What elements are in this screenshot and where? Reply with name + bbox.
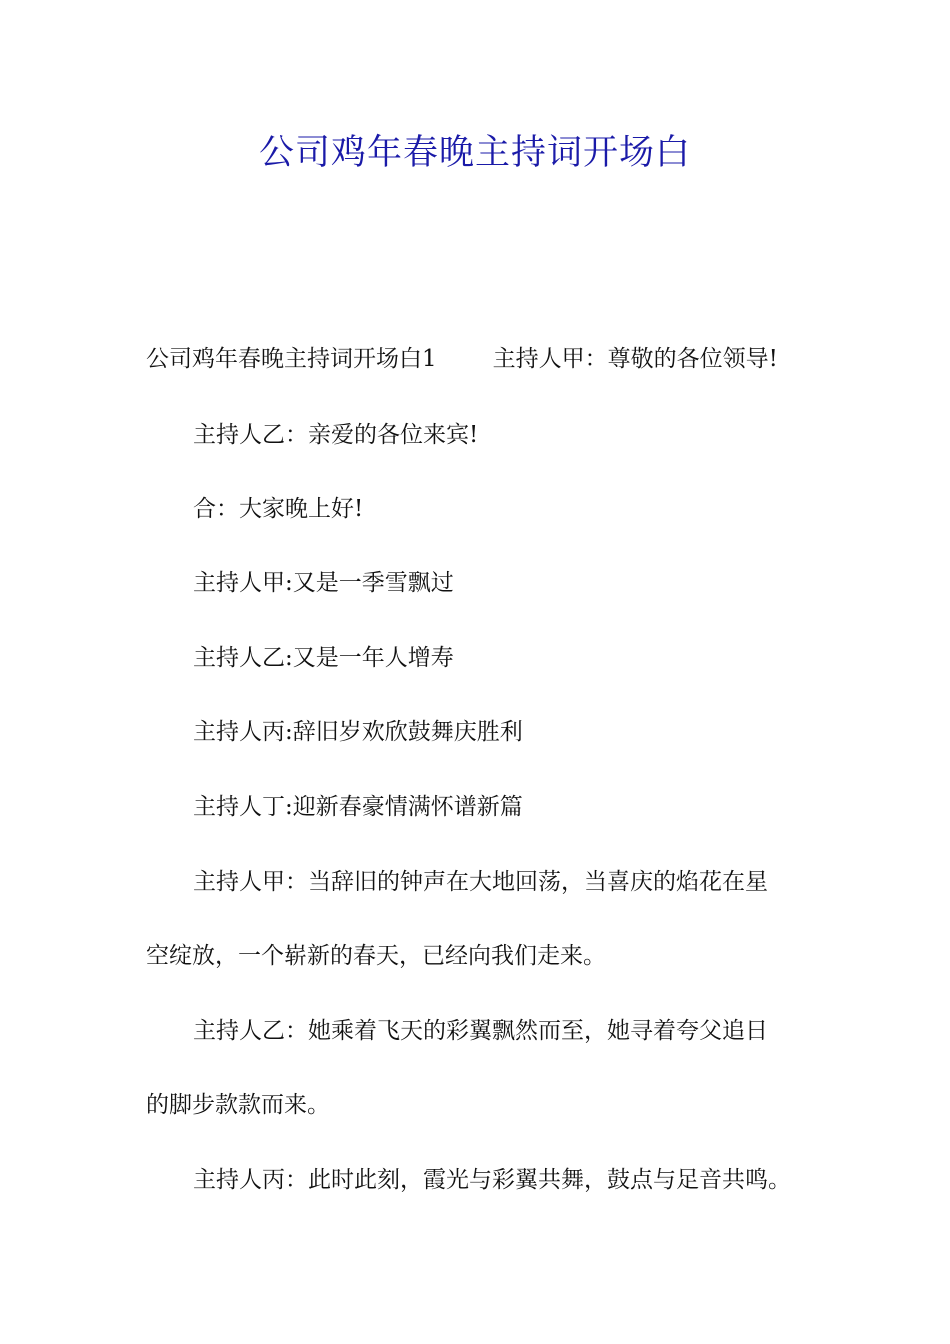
paragraph-continuation: 空绽放，一个崭新的春天，已经向我们走来。 [146, 943, 606, 969]
paragraph: 主持人甲:又是一季雪飘过 [193, 570, 454, 596]
paragraph: 主持人丙：此时此刻，霞光与彩翼共舞，鼓点与足音共鸣。 [193, 1167, 791, 1193]
paragraph-text: 主持人甲：尊敬的各位领导! [492, 346, 778, 372]
paragraph: 主持人丙:辞旧岁欢欣鼓舞庆胜利 [193, 719, 523, 745]
paragraph-continuation: 的脚步款款而来。 [146, 1092, 330, 1118]
paragraph-heading [146, 342, 826, 376]
paragraph: 主持人丁:迎新春豪情满怀谱新篇 [193, 794, 523, 820]
paragraph: 主持人甲：当辞旧的钟声在大地回荡，当喜庆的焰花在星 [193, 869, 768, 895]
paragraph: 主持人乙：她乘着飞天的彩翼飘然而至，她寻着夸父追日 [193, 1018, 768, 1044]
paragraph: 合：大家晚上好! [193, 496, 364, 522]
section-subtitle: 公司鸡年春晚主持词开场白1 [146, 346, 437, 372]
paragraph: 主持人乙:又是一年人增寿 [193, 645, 454, 671]
document-title: 公司鸡年春晚主持词开场白 [258, 133, 691, 173]
paragraph: 主持人乙：亲爱的各位来宾! [193, 422, 479, 448]
